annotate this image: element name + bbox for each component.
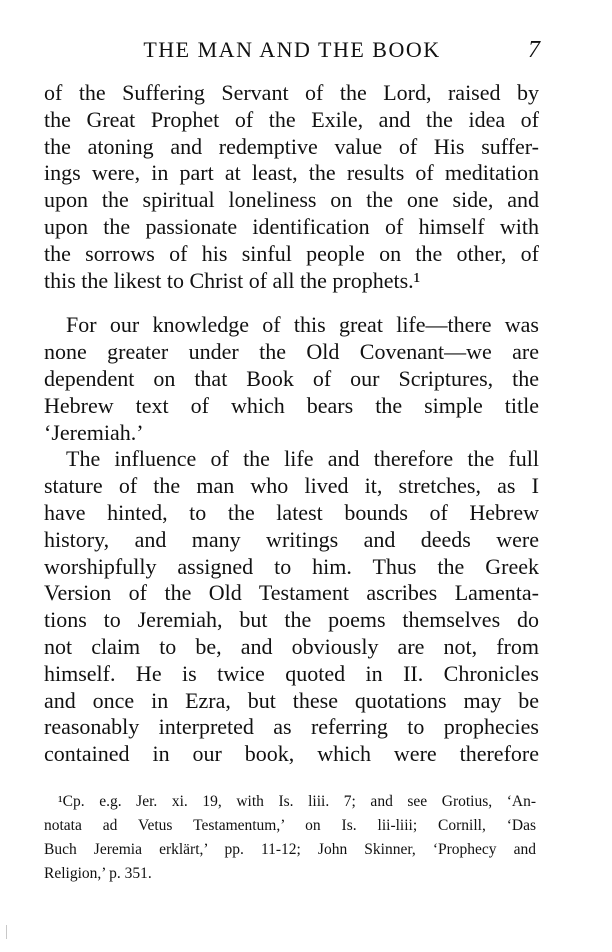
text-line: none greater under the Old Covenant—we are bbox=[44, 339, 539, 365]
text-line: Version of the Old Testament ascribes Lamenta- bbox=[44, 580, 539, 606]
text-line: this the likest to Christ of all the prophets.¹ bbox=[44, 267, 421, 293]
text-line: reasonably interpreted as referring to prophecies bbox=[44, 714, 539, 740]
text-line: Hebrew text of which bears the simple title bbox=[44, 392, 539, 418]
paragraph-gap bbox=[44, 294, 539, 312]
text-line: and once in Ezra, but these quotations may be bbox=[44, 687, 539, 713]
text-line: not claim to be, and obviously are not, from bbox=[44, 633, 539, 659]
paragraph bbox=[44, 312, 539, 446]
paragraph bbox=[44, 446, 539, 768]
text-line: the sorrows of his sinful people on the other, of bbox=[44, 240, 539, 266]
running-title: THE MAN AND THE BOOK bbox=[143, 37, 441, 62]
text-line: himself. He is twice quoted in II. Chronicles bbox=[44, 660, 539, 686]
text-line: ings were, in part at least, the results of meditation bbox=[44, 160, 539, 186]
footnote-line: ¹Cp. e.g. Jer. xi. 19, with Is. liii. 7; and see Grotius, ‘An- bbox=[58, 793, 536, 810]
running-head bbox=[44, 36, 540, 66]
footnote bbox=[44, 790, 536, 886]
text-line: The influence of the life and therefore the full bbox=[66, 446, 539, 472]
text-line: contained in our book, which were therefore bbox=[44, 741, 539, 767]
paragraph bbox=[44, 80, 539, 294]
footnote-line: notata ad Vetus Testamentum,’ on Is. lii-liii; Cornill, ‘Das bbox=[44, 817, 536, 834]
text-line: ‘Jeremiah.’ bbox=[44, 419, 144, 445]
text-line: the atoning and redemptive value of His suffer- bbox=[44, 133, 539, 159]
text-line: For our knowledge of this great life—there was bbox=[66, 312, 539, 338]
page-number: 7 bbox=[528, 37, 540, 63]
text-line: worshipfully assigned to him. Thus the Greek bbox=[44, 553, 539, 579]
text-line: of the Suffering Servant of the Lord, raised by bbox=[44, 80, 539, 105]
scan-edge-mark bbox=[6, 925, 7, 939]
text-line: tions to Jeremiah, but the poems themselves do bbox=[44, 607, 539, 633]
text-line: stature of the man who lived it, stretches, as I bbox=[44, 473, 539, 499]
body-text bbox=[44, 80, 539, 768]
text-line: upon the spiritual loneliness on the one side, and bbox=[44, 187, 539, 213]
text-line: dependent on that Book of our Scriptures, the bbox=[44, 365, 539, 391]
footnote-line: Religion,’ p. 351. bbox=[44, 865, 152, 882]
text-line: have hinted, to the latest bounds of Hebrew bbox=[44, 499, 539, 525]
text-line: history, and many writings and deeds were bbox=[44, 526, 539, 552]
footnote-line: Buch Jeremia erklärt,’ pp. 11-12; John Skinner, ‘Prophecy and bbox=[44, 841, 536, 858]
text-line: the Great Prophet of the Exile, and the idea of bbox=[44, 106, 539, 132]
text-line: upon the passionate identification of himself with bbox=[44, 213, 539, 239]
